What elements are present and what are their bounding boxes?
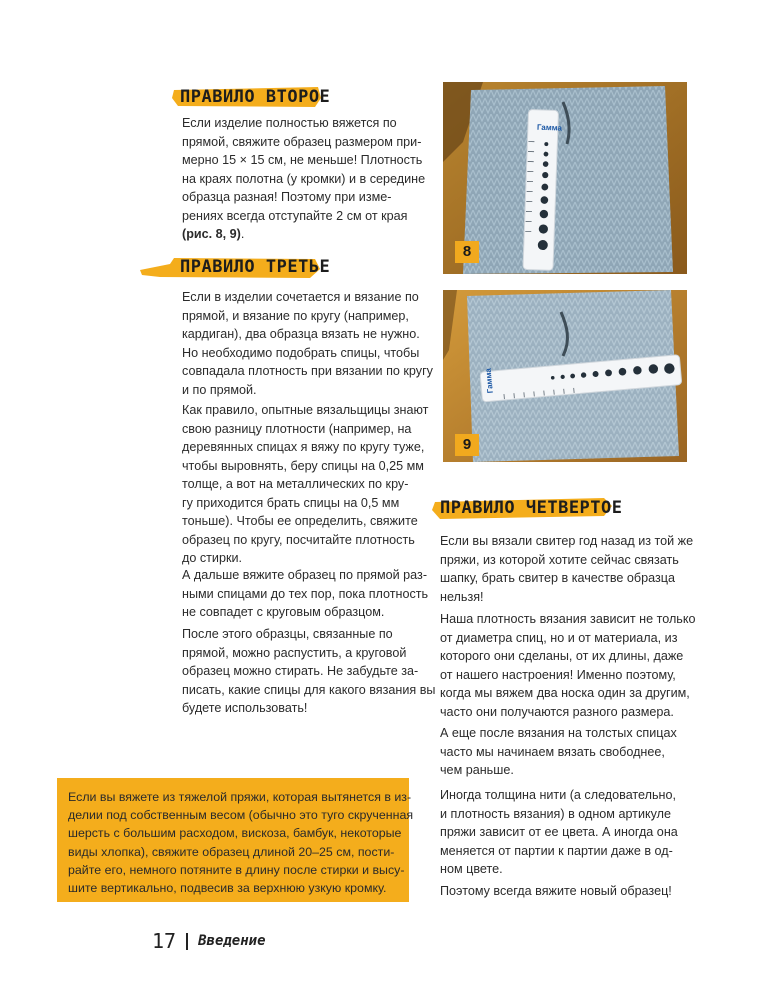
- figure-8-label: 8: [455, 241, 479, 263]
- text-line: После этого образцы, связанные по: [182, 627, 393, 641]
- text-line: которого они сделаны, от их длины, даже: [440, 649, 684, 663]
- rule3-paragraph-2: [182, 401, 428, 568]
- page-footer: [152, 928, 266, 954]
- text-line: Если вы вяжете из тяжелой пряжи, которая вытянется в из-: [68, 790, 412, 804]
- rule4-paragraph-2: [440, 610, 696, 721]
- text-line: шерсть с большим расходом, вискоза, бамбук, некоторые: [68, 826, 402, 841]
- text-line: когда мы вяжем два носка один за другим,: [440, 686, 690, 700]
- text-line: А еще после вязания на толстых спицах: [440, 726, 677, 740]
- text-line: и плотность вязания) в одном артикуле: [440, 806, 672, 821]
- text-line: Поэтому всегда вяжите новый образец!: [440, 884, 672, 898]
- rule4-paragraph-4: [440, 786, 678, 879]
- text-line: ном цвете.: [440, 862, 503, 876]
- text-line: толще, а вот на металлических по кру-: [182, 477, 409, 491]
- figure-9-label: 9: [455, 434, 479, 456]
- text-line: Если в изделии сочетается и вязание по: [182, 290, 419, 304]
- text-line: писать, какие спицы для какого вязания вы: [182, 682, 436, 697]
- rule4-paragraph-5: [440, 882, 672, 901]
- text-line: рениях всегда отступайте 2 см от края: [182, 208, 408, 223]
- section-title: Введение: [198, 933, 266, 949]
- rule2-heading: [172, 82, 331, 112]
- rule4-paragraph-3: [440, 724, 677, 780]
- text-line: гу приходится брать спицы на 0,5 мм: [182, 495, 400, 510]
- text-line: от нашего настроения! Именно поэтому,: [440, 667, 676, 682]
- gauge-brand: Гамма: [483, 367, 495, 394]
- text-line: будете использовать!: [182, 701, 308, 715]
- text-line: А дальше вяжите образец по прямой раз-: [182, 568, 428, 582]
- text-line: пряжи, из которой хотите сейчас связать: [440, 552, 679, 567]
- text-line: от диаметра спиц, но и от материала, из: [440, 630, 678, 645]
- text-line: ными спицами до тех пор, пока плотность: [182, 586, 429, 601]
- rule2-paragraph: [182, 114, 425, 244]
- text-line: прямой, свяжите образец размером при-: [182, 134, 422, 149]
- text-fragment: .: [240, 227, 245, 241]
- gauge-brand: Гамма: [536, 122, 563, 133]
- rule2-heading-text: ПРАВИЛО ВТОРОЕ: [180, 87, 331, 107]
- rule4-paragraph-1: [440, 532, 693, 606]
- text-line: часто мы начинаем вязать свободнее,: [440, 744, 665, 759]
- text-line: Если изделие полностью вяжется по: [182, 116, 397, 130]
- rule4-heading-text: ПРАВИЛО ЧЕТВЕРТОЕ: [440, 498, 623, 518]
- text-line: [182, 225, 425, 244]
- text-line: деревянных спицах я вяжу по кругу туже,: [182, 440, 425, 454]
- text-line: пряжи зависит от ее цвета. А иногда она: [440, 825, 678, 839]
- knitted-swatch-gauge-photo: [443, 82, 687, 274]
- text-line: Но необходимо подобрать спицы, чтобы: [182, 345, 420, 360]
- text-line: шите вертикально, подвесив за верхнюю узкую кромку.: [68, 881, 387, 896]
- rule3-paragraph-3: [182, 566, 428, 622]
- text-line: райте его, немного потяните в длину после стирки и высу-: [68, 862, 405, 877]
- text-line: мерно 15 × 15 см, не меньше! Плотность: [182, 153, 423, 167]
- rule4-heading: [432, 493, 623, 523]
- text-line: и по прямой.: [182, 382, 257, 397]
- text-line: образец можно стирать. Не забудьте за-: [182, 664, 419, 678]
- text-line: виды хлопка), свяжите образец длиной 20–25 см, пости-: [68, 844, 395, 859]
- figure-8-photo: [443, 82, 687, 274]
- rule3-heading-text: ПРАВИЛО ТРЕТЬЕ: [180, 257, 331, 277]
- text-line: кардиган), два образца вязать не нужно.: [182, 327, 420, 341]
- text-line: образец по кругу, посчитайте плотность: [182, 532, 415, 547]
- text-line: на краях полотна (у кромки) и в середине: [182, 171, 426, 186]
- text-line: чем раньше.: [440, 763, 514, 777]
- text-line: свою разницу плотности (например, на: [182, 421, 412, 436]
- text-line: чтобы выровнять, беру спицы на 0,25 мм: [182, 458, 424, 473]
- text-line: прямой, можно распустить, а круговой: [182, 645, 407, 660]
- text-line: Иногда толщина нити (а следовательно,: [440, 788, 677, 802]
- note-text: [68, 788, 413, 897]
- note-box: [57, 778, 414, 902]
- text-line: меняется от партии к партии даже в од-: [440, 843, 673, 858]
- text-line: делии под собственным весом (обычно это туго скрученная: [68, 808, 414, 823]
- footer-separator: [186, 933, 188, 950]
- rule3-paragraph-1: [182, 288, 433, 399]
- text-line: Если вы вязали свитер год назад из той же: [440, 534, 694, 548]
- text-line: не совпадет с круговым образцом.: [182, 605, 385, 619]
- text-line: Как правило, опытные вязальщицы знают: [182, 403, 429, 417]
- knitted-swatch-gauge-photo: [443, 290, 687, 462]
- text-line: Наша плотность вязания зависит не только: [440, 612, 696, 626]
- text-line: прямой, и вязание по кругу (например,: [182, 308, 409, 323]
- text-line: шапку, брать свитер в качестве образца: [440, 571, 676, 585]
- rule3-paragraph-4: [182, 625, 435, 718]
- text-line: совпадала плотность при вязании по кругу: [182, 364, 433, 378]
- text-line: часто они получаются разного размера.: [440, 704, 674, 719]
- figure-9-photo: [443, 290, 687, 462]
- figure-reference: (рис. 8, 9): [182, 227, 241, 241]
- text-line: до стирки.: [182, 551, 242, 565]
- page-number: 17: [152, 929, 177, 953]
- text-line: тоньше). Чтобы ее определить, свяжите: [182, 514, 418, 528]
- rule3-heading: [140, 252, 331, 282]
- text-line: нельзя!: [440, 589, 484, 604]
- text-line: образца разная! Поэтому при изме-: [182, 190, 392, 204]
